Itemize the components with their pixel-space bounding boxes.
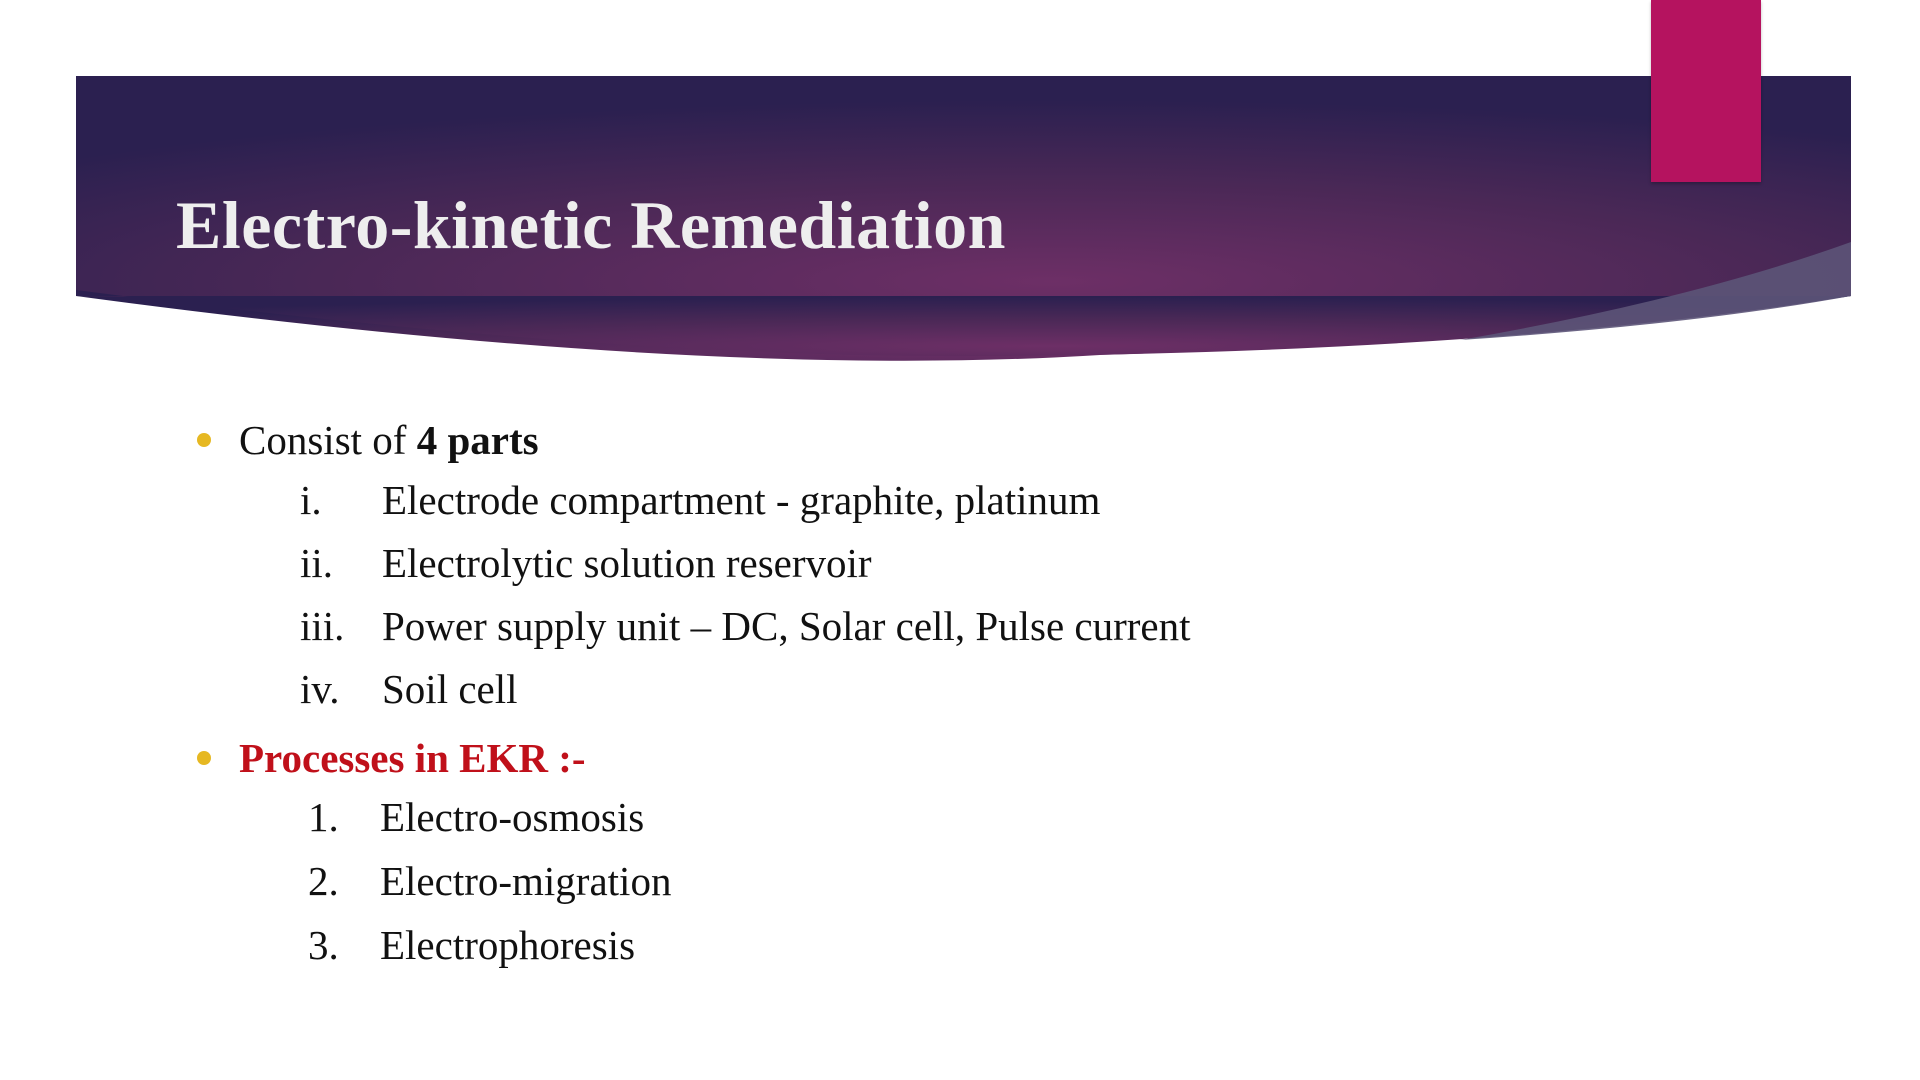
bullet-dot-icon <box>197 751 211 765</box>
process-marker: 1. <box>308 794 339 840</box>
bullet-emphasis: 4 parts <box>416 417 539 463</box>
slide-title: Electro-kinetic Remediation <box>176 187 1006 263</box>
part-text: Electrolytic solution reservoir <box>382 540 872 586</box>
part-marker: iii. <box>300 603 345 649</box>
process-marker: 3. <box>308 922 339 968</box>
bullet-dot-icon <box>197 433 211 447</box>
process-text: Electrophoresis <box>380 922 636 968</box>
bullet-prefix: Consist of <box>239 417 417 463</box>
bullet-text <box>239 734 586 782</box>
part-text: Power supply unit – DC, Solar cell, Pulse current <box>382 603 1191 649</box>
part-marker: i. <box>300 477 322 523</box>
part-marker: ii. <box>300 540 334 586</box>
bullet-suffix: :- <box>548 735 586 781</box>
bullet-emphasis: Processes in EKR <box>239 735 549 781</box>
process-text: Electro-migration <box>380 858 672 904</box>
part-marker: iv. <box>300 666 340 712</box>
part-text: Soil cell <box>382 666 518 712</box>
bullet-text <box>239 416 539 464</box>
process-marker: 2. <box>308 858 339 904</box>
process-text: Electro-osmosis <box>380 794 645 840</box>
part-text: Electrode compartment - graphite, platinum <box>382 477 1101 523</box>
